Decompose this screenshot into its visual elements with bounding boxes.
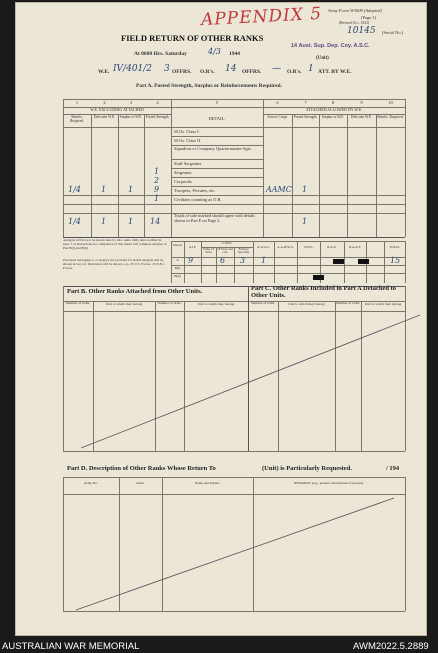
offrs-value: 3 bbox=[164, 64, 170, 74]
part-d-col-header: Rank. bbox=[136, 481, 145, 485]
right-col-header: Posted Strength. bbox=[293, 115, 318, 119]
part-d-date: / 194 bbox=[386, 465, 400, 472]
col-number: 10 bbox=[388, 100, 393, 105]
entry-pte-reinf: 1/4 bbox=[68, 185, 81, 194]
col-number: 1 bbox=[75, 100, 79, 105]
field-return-form bbox=[15, 2, 427, 636]
army-form-page: (Page 1) bbox=[361, 15, 377, 20]
part-b-col-header: Unit to which they belong bbox=[105, 302, 143, 306]
rank-row-label: Troopers, Privates, etc. bbox=[174, 188, 216, 193]
analysis-col-header: Enlisted Specially bbox=[237, 247, 250, 255]
rank-row-label: Civilians counting as O.R. bbox=[174, 197, 222, 202]
part-c-heading: Part C. Other Ranks Included in Part A Detached to Other Units. bbox=[251, 285, 397, 299]
part-c-col-header: Number of O.Rs. bbox=[335, 301, 361, 305]
serial-number-value: 10145 bbox=[347, 26, 376, 36]
col-number: 4 bbox=[156, 100, 159, 105]
part-c-col-header: Number of O.Rs. bbox=[250, 301, 276, 305]
entry-civ-posted: 1 bbox=[154, 194, 160, 203]
appendix-annotation: APPENDIX 5 bbox=[200, 3, 323, 31]
col-number: 9 bbox=[360, 100, 363, 105]
analysis-note: Analysis of Part A to be shown here by ALL units. Only units notified in para. 7 of instructions for completion of this return will complete analysis of Part B(i) and B(ii). bbox=[63, 238, 167, 250]
entry-sgt-posted: 1 bbox=[154, 167, 160, 176]
col-number: 3 bbox=[129, 100, 133, 105]
offrs2-label: OFFRS. bbox=[242, 69, 262, 75]
we-value: IV/401/2 bbox=[113, 64, 153, 74]
rank-row-label: W.Os. Class II. bbox=[174, 138, 202, 143]
part-b-col-header: Number of O.Rs. bbox=[65, 301, 91, 305]
ors2-value: 1 bbox=[308, 64, 314, 74]
analysis-note-2: Personnel belonging to a category not provided for in this analysis will be shown in last col. Particulars will be shown, e.g., 25 U.S. Forces, 16 N.E.I. Forces. bbox=[63, 258, 165, 270]
part-d-col-header: Army No. bbox=[83, 481, 99, 485]
analysis-col-header: A.A.M.W.S. bbox=[277, 245, 294, 249]
left-group-header: W.E. EXCLUDING ATTACHED bbox=[90, 107, 144, 112]
entry-total-def: 1 bbox=[101, 217, 107, 226]
col-number: 7 bbox=[304, 100, 307, 105]
we-label: W.E. bbox=[98, 69, 110, 75]
analysis-col-header: R.A.N. bbox=[327, 245, 337, 249]
col-number: 2 bbox=[103, 100, 106, 105]
analysis-col-header: Under 18 Years bbox=[202, 247, 215, 255]
ors-value: 14 bbox=[225, 64, 237, 74]
army-form-label: Army Form W3009 (Adapted) bbox=[328, 8, 382, 13]
analysis-row-label: Detail bbox=[173, 243, 182, 247]
part-b-col-header: Number of O.Rs. bbox=[157, 301, 182, 305]
part-c-col-header: Unit to which they belong bbox=[288, 302, 325, 306]
entry-pte-posted: 9 bbox=[154, 185, 160, 194]
analysis-aif: 9 bbox=[188, 256, 194, 265]
rank-row-label: Corporals bbox=[174, 179, 192, 184]
col-number: 8 bbox=[331, 100, 335, 105]
right-col-header: Deficient W.E. bbox=[350, 115, 373, 119]
analysis-row-label: A bbox=[176, 258, 179, 262]
rank-row-label: Totals of sole marked should agree with details shown in Part E on Page 2 bbox=[174, 213, 255, 223]
at-line-prefix: At 0600 Hrs. Saturday bbox=[134, 51, 187, 57]
archive-footer bbox=[0, 640, 438, 653]
part-b-col-header: Unit to which they belong bbox=[197, 302, 235, 306]
analysis-total: 15 bbox=[390, 256, 401, 265]
cmf-header: C.M.F. bbox=[222, 241, 232, 245]
cancel-strike bbox=[16, 3, 428, 637]
part-d-heading-mid: (Unit) is Particularly Requested. bbox=[262, 465, 352, 472]
ors-label: O.R's. bbox=[200, 69, 215, 75]
left-col-header: Reinfts. Required. bbox=[69, 115, 85, 123]
entry-att-total: 1 bbox=[302, 217, 308, 226]
part-a-heading: Part A. Posted Strength, Surplus or Reinforcements Required. bbox=[136, 83, 282, 89]
part-c-col-header: Unit to which they belong bbox=[364, 302, 402, 306]
right-col-header: Surplus to W.E. bbox=[321, 115, 345, 119]
footer-source: AUSTRALIAN WAR MEMORIAL bbox=[2, 641, 140, 652]
entry-att-posted: 1 bbox=[302, 185, 308, 194]
rank-row-label: W.Os. Class I. bbox=[174, 129, 200, 134]
right-col-header: Arm or Corps. bbox=[267, 115, 288, 119]
analysis-awas: 1 bbox=[261, 256, 267, 265]
left-col-header: Surplus to W.E. bbox=[119, 115, 143, 119]
offrs-label: OFFRS. bbox=[172, 69, 192, 75]
detail-header: DETAIL. bbox=[208, 116, 226, 121]
entry-total-surp: 1 bbox=[128, 217, 134, 226]
left-col-header: Deficient W.E. bbox=[93, 115, 116, 119]
col-number: 5 bbox=[215, 100, 219, 105]
analysis-enlisted: 3 bbox=[240, 256, 246, 265]
serial-number-label: (Serial No.) bbox=[382, 30, 404, 35]
rank-row-label: Squadron or Company Quartermaster-Sgts. bbox=[174, 146, 252, 151]
analysis-col-header: CIVIL. bbox=[303, 245, 314, 249]
entry-pte-surp: 1 bbox=[128, 185, 134, 194]
analysis-col-header: R.A.A.F. bbox=[349, 245, 361, 249]
analysis-cmf-over: 6 bbox=[220, 256, 226, 265]
part-d-col-header: REMARKS (e.g., present whereabouts if known). bbox=[294, 481, 364, 485]
form-title: FIELD RETURN OF OTHER RANKS bbox=[121, 33, 264, 43]
col-number: 6 bbox=[276, 100, 279, 105]
analysis-row-label: B(ii) bbox=[174, 274, 181, 278]
ors2-label: O.R's. bbox=[287, 69, 302, 75]
part-d-col-header: Name and Initials. bbox=[194, 481, 221, 485]
footer-accession: AWM2022.5.2889 bbox=[353, 641, 429, 652]
analysis-col-header: TOTAL bbox=[389, 245, 400, 249]
at-line-date: 4/3 bbox=[208, 47, 221, 56]
entry-att-arm: AAMC bbox=[266, 185, 292, 194]
entry-pte-def: 1 bbox=[101, 185, 107, 194]
at-line-year: 1944 bbox=[229, 51, 240, 57]
part-d-heading: Part D. Description of Other Ranks Whose Return To bbox=[67, 465, 216, 472]
analysis-col-header: A.I.F. bbox=[188, 245, 197, 249]
rank-row-label: Sergeants bbox=[174, 170, 192, 175]
right-group-header: ATTACHED ALLOWED BY W.E. bbox=[305, 107, 363, 112]
entry-cpl-posted: 2 bbox=[154, 176, 160, 185]
entry-total-reinf: 1/4 bbox=[68, 217, 81, 226]
part-b-heading: Part B. Other Ranks Attached from Other Units. bbox=[67, 288, 203, 295]
analysis-col-header: 18 Years and over bbox=[217, 247, 233, 255]
offrs2-value: — bbox=[272, 64, 281, 74]
analysis-col-header: A.W.A.S. bbox=[257, 245, 270, 249]
entry-total-posted: 14 bbox=[150, 217, 161, 226]
left-col-header: Posted Strength. bbox=[145, 115, 170, 119]
army-form-revised: (Revised Oct., 1943) bbox=[339, 21, 369, 25]
right-col-header: Reinfts. Required. bbox=[377, 115, 404, 119]
att-label: ATT. BY W.E. bbox=[318, 69, 352, 75]
analysis-row-label: B(i) bbox=[174, 266, 181, 270]
unit-stamp: 14 Aust. Sup. Dep. Coy. A.S.C. bbox=[291, 43, 370, 49]
rank-row-label: Staff Sergeants bbox=[174, 161, 202, 166]
unit-label: (Unit) bbox=[316, 56, 329, 61]
